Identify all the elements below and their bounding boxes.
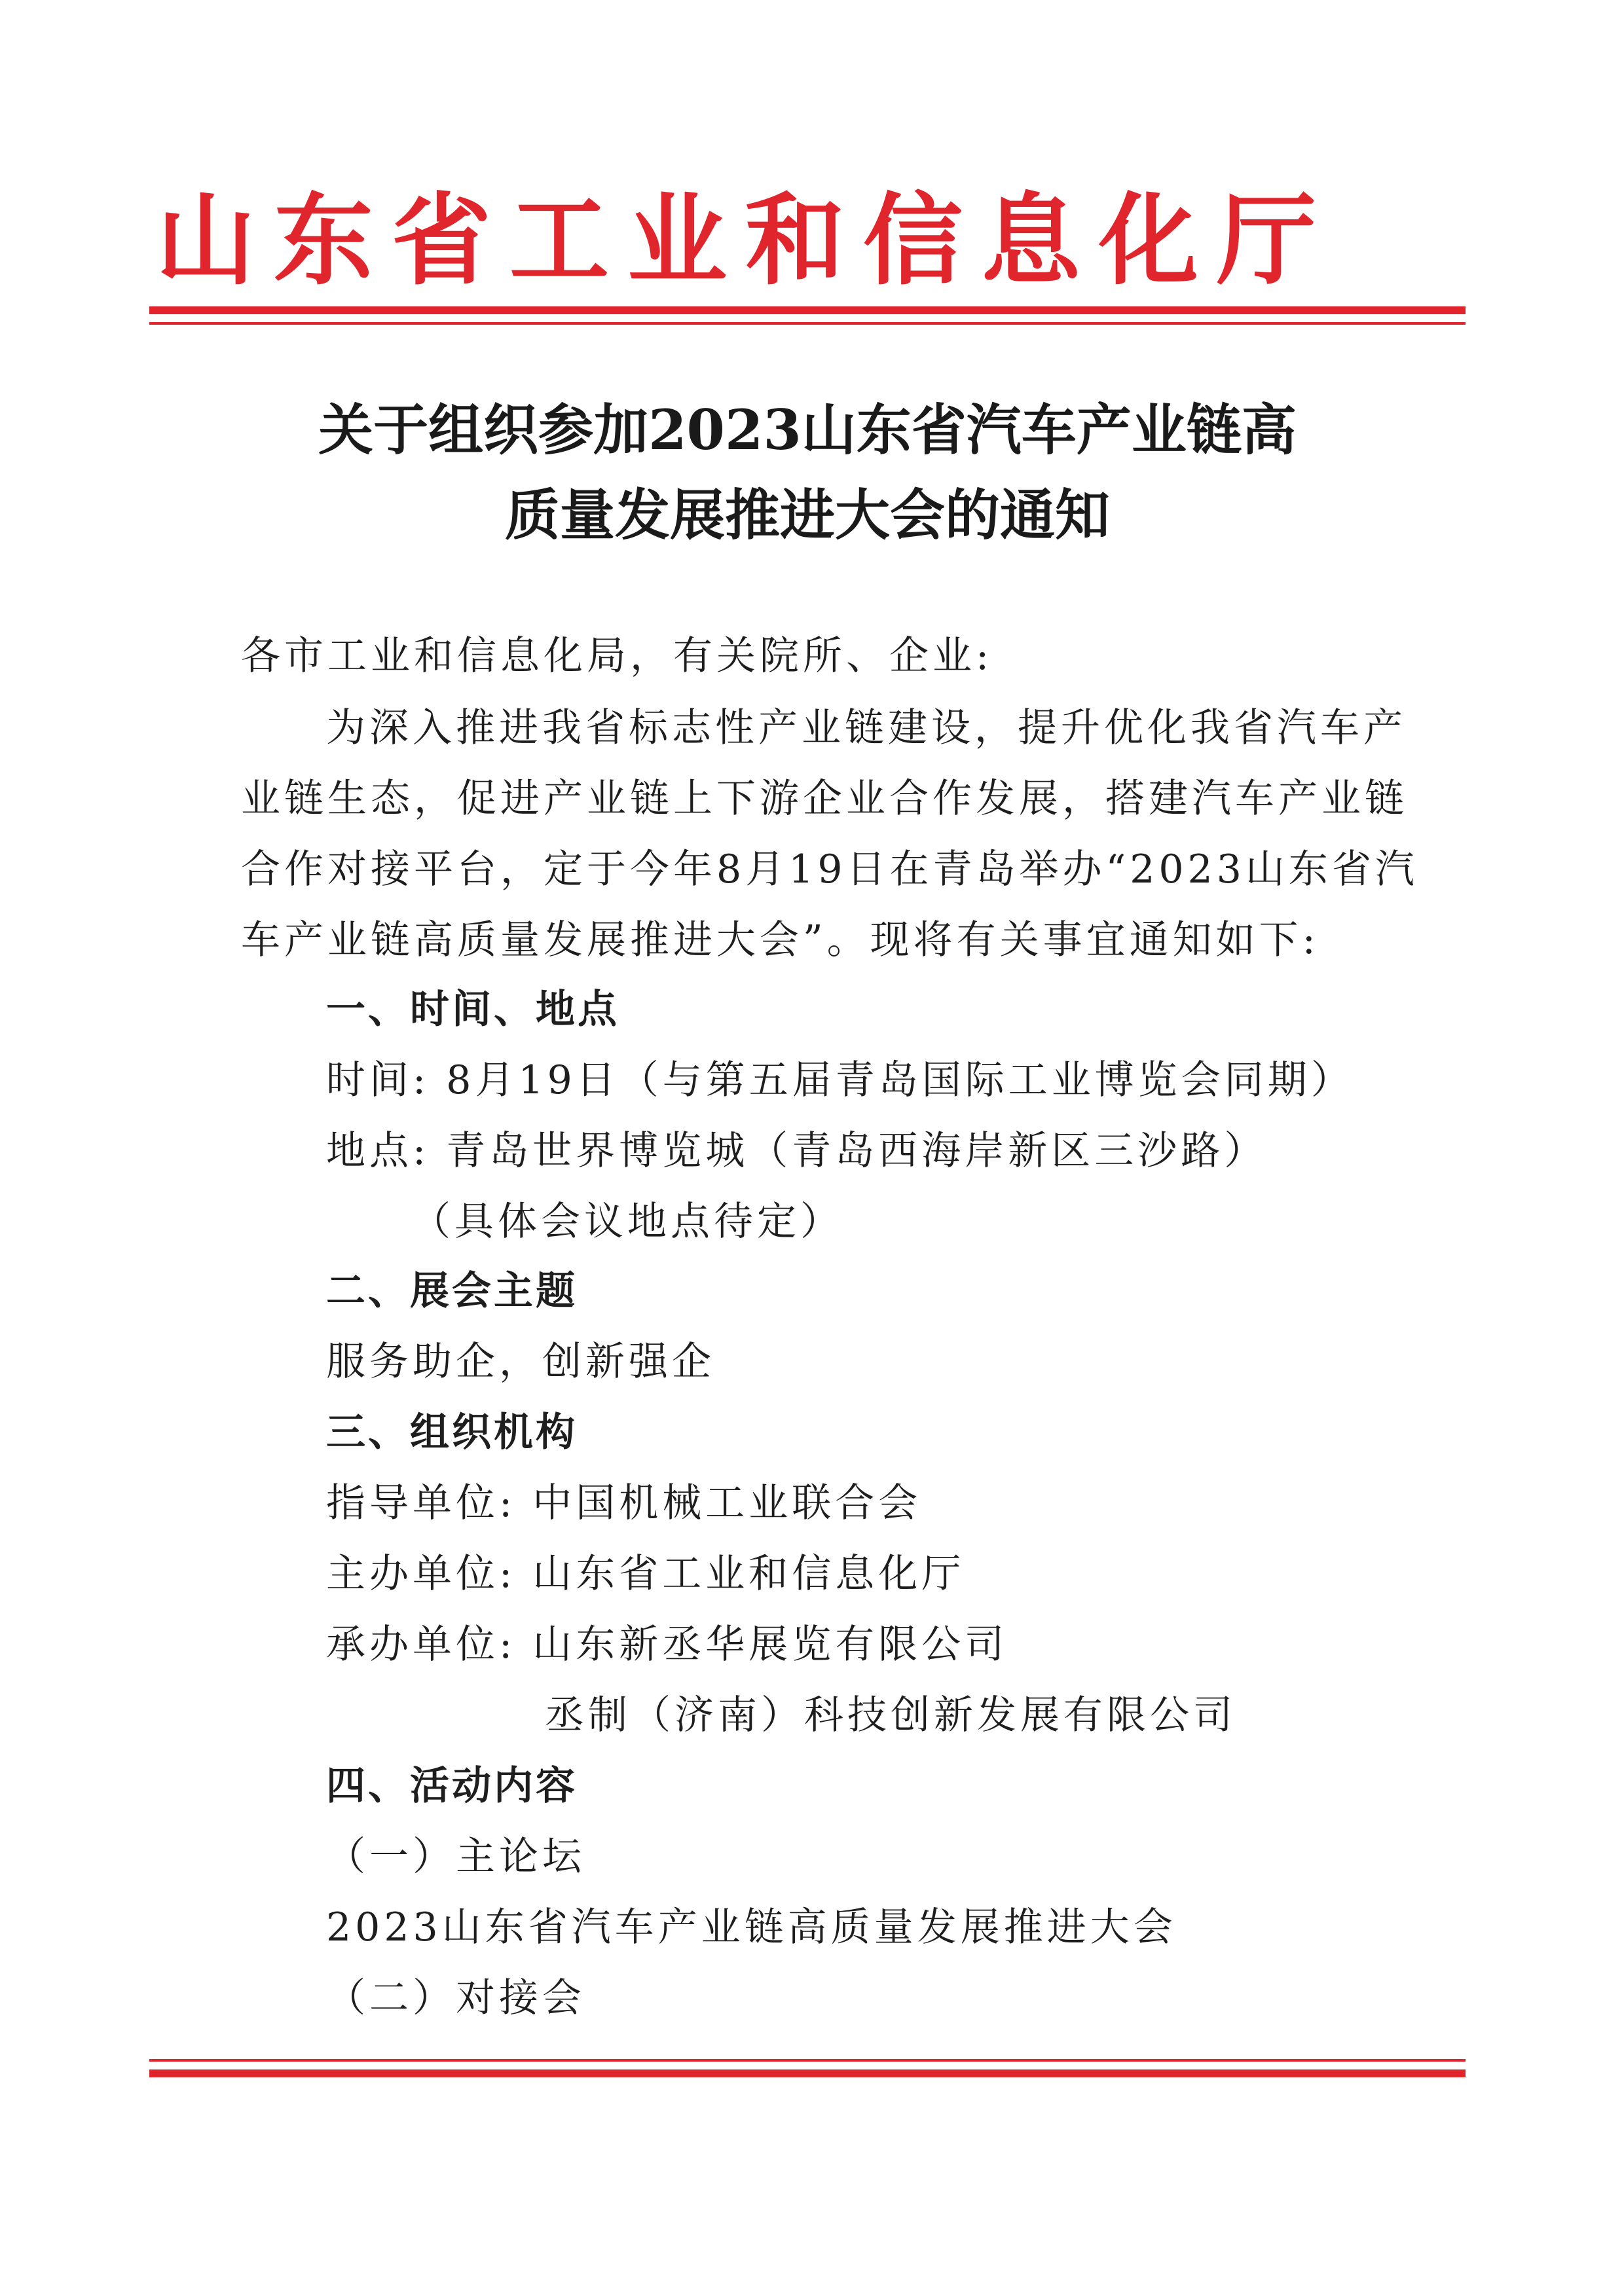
intro-paragraph-line: 合作对接平台，定于今年8月19日在青岛举办“2023山东省汽 <box>241 847 1418 892</box>
organizer-unit-line: 承办单位: 山东新丞华展览有限公司 <box>326 1622 1008 1667</box>
salutation: 各市工业和信息化局，有关院所、企业: <box>241 633 993 679</box>
section-heading-time-place: 一、时间、地点 <box>326 987 619 1032</box>
section-heading-organization: 三、组织机构 <box>326 1410 578 1455</box>
section-heading-activities: 四、活动内容 <box>326 1763 578 1809</box>
letterhead-rule-thin <box>149 322 1466 325</box>
time-line: 时间: 8月19日（与第五届青岛国际工业博览会同期） <box>326 1057 1354 1103</box>
subsection-matchmaking: （二）对接会 <box>326 1975 585 2021</box>
section-heading-theme: 二、展会主题 <box>326 1268 578 1314</box>
main-forum-text: 2023山东省汽车产业链高质量发展推进大会 <box>326 1904 1177 1950</box>
footer-rule-thick <box>149 2069 1466 2077</box>
document-title-line-1: 关于组织参加2023山东省汽车产业链高 <box>318 397 1297 462</box>
letterhead-rule-thick <box>149 306 1466 314</box>
footer-rule-thin <box>149 2059 1466 2062</box>
intro-paragraph-line: 业链生态，促进产业链上下游企业合作发展，搭建汽车产业链 <box>241 776 1408 822</box>
guide-unit-line: 指导单位: 中国机械工业联合会 <box>326 1480 922 1526</box>
letterhead-organization: 山东省工业和信息化厅 <box>156 183 1335 299</box>
document-title-line-2: 质量发展推进大会的通知 <box>504 483 1110 547</box>
subsection-main-forum: （一）主论坛 <box>326 1834 585 1880</box>
theme-line: 服务助企，创新强企 <box>326 1339 715 1385</box>
organizer-unit-line-2: 丞制（济南）科技创新发展有限公司 <box>545 1692 1236 1738</box>
place-note: （具体会议地点待定） <box>411 1199 843 1245</box>
host-unit-line: 主办单位: 山东省工业和信息化厅 <box>326 1551 965 1597</box>
place-line: 地点: 青岛世界博览城（青岛西海岸新区三沙路） <box>326 1128 1268 1174</box>
intro-paragraph-line: 车产业链高质量发展推进大会”。现将有关事宜通知如下: <box>241 917 1320 963</box>
intro-paragraph-line: 为深入推进我省标志性产业链建设，提升优化我省汽车产 <box>326 705 1407 751</box>
